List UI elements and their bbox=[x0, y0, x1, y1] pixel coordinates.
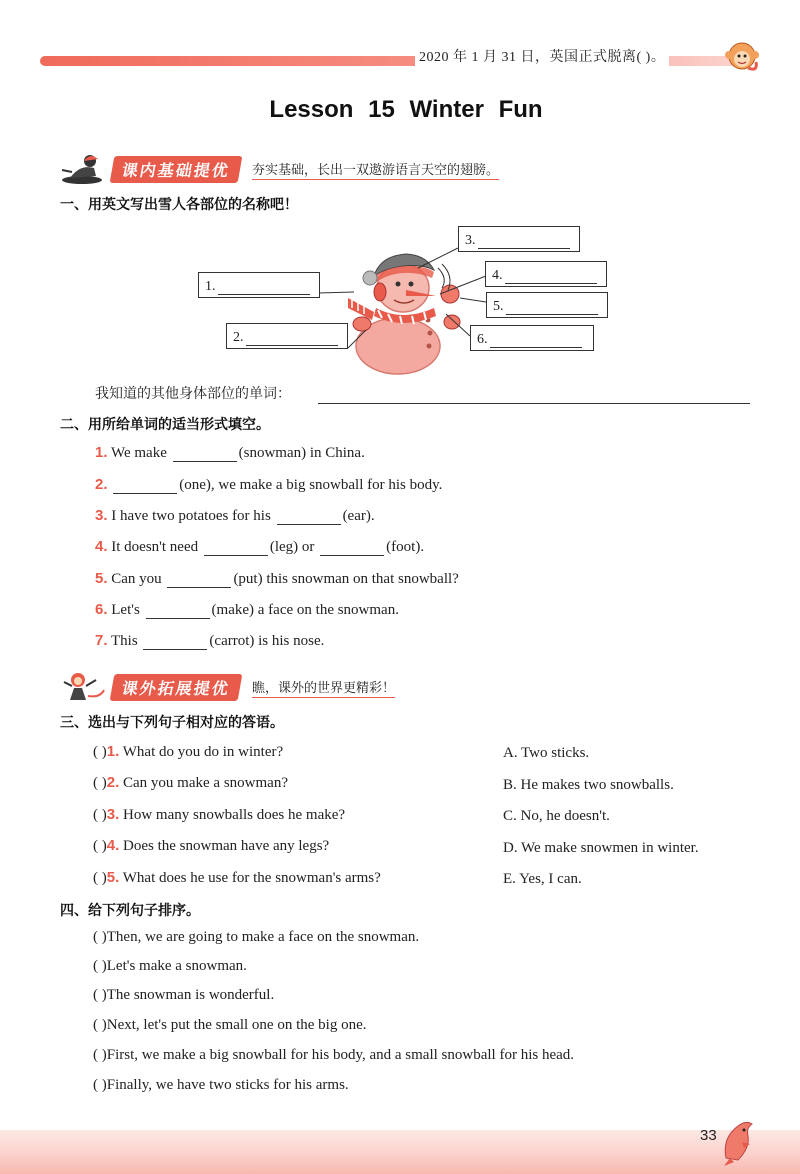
order-item-6 bbox=[93, 1077, 349, 1094]
match-question-2 bbox=[93, 774, 288, 792]
answer-paren[interactable]: ( ) bbox=[93, 1077, 107, 1093]
answer-blank[interactable] bbox=[490, 334, 582, 348]
footer-bar bbox=[0, 1130, 800, 1174]
order-item-2 bbox=[93, 958, 247, 975]
match-question-5 bbox=[93, 869, 381, 887]
answer-paren[interactable]: ( ) bbox=[93, 775, 107, 791]
item-text-post: (snowman) in China. bbox=[238, 445, 365, 461]
item-number: 4. bbox=[95, 538, 108, 555]
part2-heading: 二、用所给单词的适当形式填空。 bbox=[60, 417, 270, 433]
item-number: 7. bbox=[95, 632, 108, 649]
answer-blank[interactable] bbox=[478, 235, 570, 249]
section-label-extra: 课外拓展提优 bbox=[110, 674, 243, 701]
item-text-pre: It doesn't need bbox=[111, 539, 199, 555]
fill-item-2 bbox=[95, 476, 442, 494]
answer-paren[interactable]: ( ) bbox=[93, 870, 107, 886]
fill-item-3 bbox=[95, 507, 375, 525]
item-text-post: (foot). bbox=[386, 539, 425, 555]
order-item-3 bbox=[93, 987, 274, 1004]
other-body-parts-prompt: 我知道的其他身体部位的单词： bbox=[95, 386, 291, 402]
sentence-text: First, we make a big snowball for his body, and a small snowball for his head. bbox=[106, 1047, 575, 1063]
item-text-post: (ear). bbox=[342, 508, 375, 524]
item-number: 5. bbox=[106, 869, 120, 886]
runner-mascot-icon bbox=[60, 670, 108, 704]
question-text: How many snowballs does he make? bbox=[123, 807, 346, 823]
page-number: 33 bbox=[700, 1127, 717, 1144]
sentence-text: The snowman is wonderful. bbox=[106, 987, 275, 1003]
label-box-6 bbox=[470, 325, 594, 351]
sentence-text: Next, let's put the small one on the big one. bbox=[106, 1017, 367, 1033]
item-text-pre: Can you bbox=[111, 571, 162, 587]
answer-blank[interactable] bbox=[146, 605, 210, 619]
sentence-text: Then, we are going to make a face on the snowman. bbox=[106, 929, 420, 945]
label-number: 4. bbox=[492, 268, 503, 283]
fill-item-6 bbox=[95, 601, 399, 619]
label-box-3 bbox=[458, 226, 580, 252]
item-number: 3. bbox=[106, 806, 120, 823]
answer-paren[interactable]: ( ) bbox=[93, 987, 107, 1003]
part4-heading: 四、给下列句子排序。 bbox=[60, 903, 200, 919]
question-text: Can you make a snowman? bbox=[123, 775, 288, 791]
order-item-5 bbox=[93, 1047, 574, 1064]
label-number: 2. bbox=[233, 330, 244, 345]
monkey-mascot-icon bbox=[722, 38, 762, 78]
match-answer-b: B. He makes two snowballs. bbox=[503, 777, 674, 793]
match-answer-e: E. Yes, I can. bbox=[503, 871, 582, 887]
skier-icon bbox=[60, 152, 108, 186]
section-banner-extra bbox=[60, 670, 395, 704]
item-number: 4. bbox=[106, 837, 120, 854]
item-number: 5. bbox=[95, 570, 108, 587]
match-question-4 bbox=[93, 837, 329, 855]
label-number: 1. bbox=[205, 279, 216, 294]
answer-blank[interactable] bbox=[204, 542, 268, 556]
fill-item-4 bbox=[95, 538, 424, 556]
answer-paren[interactable]: ( ) bbox=[93, 929, 107, 945]
label-connector-lines bbox=[318, 238, 493, 378]
match-answer-a: A. Two sticks. bbox=[503, 745, 590, 761]
label-box-5 bbox=[486, 292, 608, 318]
item-text-pre: This bbox=[111, 633, 138, 649]
item-text-pre: Let's bbox=[111, 602, 140, 618]
answer-blank[interactable] bbox=[143, 636, 207, 650]
match-answer-d: D. We make snowmen in winter. bbox=[503, 840, 699, 856]
fill-item-7 bbox=[95, 632, 324, 650]
section-label-in-class: 课内基础提优 bbox=[110, 156, 243, 183]
item-number: 6. bbox=[95, 601, 108, 618]
item-number: 1. bbox=[95, 444, 108, 461]
item-text-pre: We make bbox=[111, 445, 167, 461]
section-banner-in-class bbox=[60, 152, 499, 186]
item-text-post: (one), we make a big snowball for his body. bbox=[179, 477, 443, 493]
match-question-3 bbox=[93, 806, 345, 824]
answer-blank[interactable] bbox=[167, 574, 231, 588]
item-text-post: (make) a face on the snowman. bbox=[211, 602, 399, 618]
item-text-post: (put) this snowman on that snowball? bbox=[233, 571, 459, 587]
label-box-2 bbox=[226, 323, 348, 349]
question-text: What do you do in winter? bbox=[122, 744, 284, 760]
item-text-post: (carrot) is his nose. bbox=[209, 633, 325, 649]
answer-blank[interactable] bbox=[506, 301, 598, 315]
item-text-mid: (leg) or bbox=[269, 539, 315, 555]
answer-paren[interactable]: ( ) bbox=[93, 1017, 107, 1033]
item-number: 3. bbox=[95, 507, 108, 524]
label-box-1 bbox=[198, 272, 320, 298]
question-text: What does he use for the snowman's arms? bbox=[122, 870, 381, 886]
part3-heading: 三、选出与下列句子相对应的答语。 bbox=[60, 715, 284, 731]
fill-item-1 bbox=[95, 444, 365, 462]
answer-blank[interactable] bbox=[320, 542, 384, 556]
page-title: Lesson 15 Winter Fun bbox=[269, 96, 543, 123]
item-text-pre: I have two potatoes for his bbox=[111, 508, 271, 524]
match-answer-c: C. No, he doesn't. bbox=[503, 808, 610, 824]
section-slogan-extra: 瞧，课外的世界更精彩！ bbox=[252, 677, 395, 698]
answer-paren[interactable]: ( ) bbox=[93, 744, 107, 760]
item-number: 1. bbox=[106, 743, 120, 760]
dolphin-icon bbox=[716, 1118, 760, 1168]
answer-blank[interactable] bbox=[246, 332, 338, 346]
order-item-1 bbox=[93, 929, 419, 946]
label-number: 3. bbox=[465, 233, 476, 248]
answer-paren[interactable]: ( ) bbox=[93, 1047, 107, 1063]
answer-blank[interactable] bbox=[505, 270, 597, 284]
label-number: 6. bbox=[477, 332, 488, 347]
answer-paren[interactable]: ( ) bbox=[93, 807, 107, 823]
answer-paren[interactable]: ( ) bbox=[93, 838, 107, 854]
header-date-text: 2020 年 1 月 31 日，英国正式脱离( )。 bbox=[415, 46, 669, 66]
label-box-4 bbox=[485, 261, 607, 287]
answer-blank[interactable] bbox=[277, 511, 341, 525]
order-item-4 bbox=[93, 1017, 367, 1034]
item-number: 2. bbox=[95, 476, 108, 493]
item-number: 2. bbox=[106, 774, 120, 791]
answer-paren[interactable]: ( ) bbox=[93, 958, 107, 974]
sentence-text: Finally, we have two sticks for his arms. bbox=[106, 1077, 349, 1093]
other-body-parts-blank[interactable] bbox=[318, 403, 750, 404]
fill-item-5 bbox=[95, 570, 459, 588]
sentence-text: Let's make a snowman. bbox=[106, 958, 247, 974]
answer-blank[interactable] bbox=[218, 281, 310, 295]
part1-heading: 一、用英文写出雪人各部位的名称吧！ bbox=[60, 197, 298, 213]
question-text: Does the snowman have any legs? bbox=[123, 838, 330, 854]
section-slogan-in-class: 夯实基础，长出一双遨游语言天空的翅膀。 bbox=[252, 159, 499, 180]
label-number: 5. bbox=[493, 299, 504, 314]
answer-blank[interactable] bbox=[173, 448, 237, 462]
answer-blank[interactable] bbox=[113, 480, 177, 494]
match-question-1 bbox=[93, 743, 283, 761]
